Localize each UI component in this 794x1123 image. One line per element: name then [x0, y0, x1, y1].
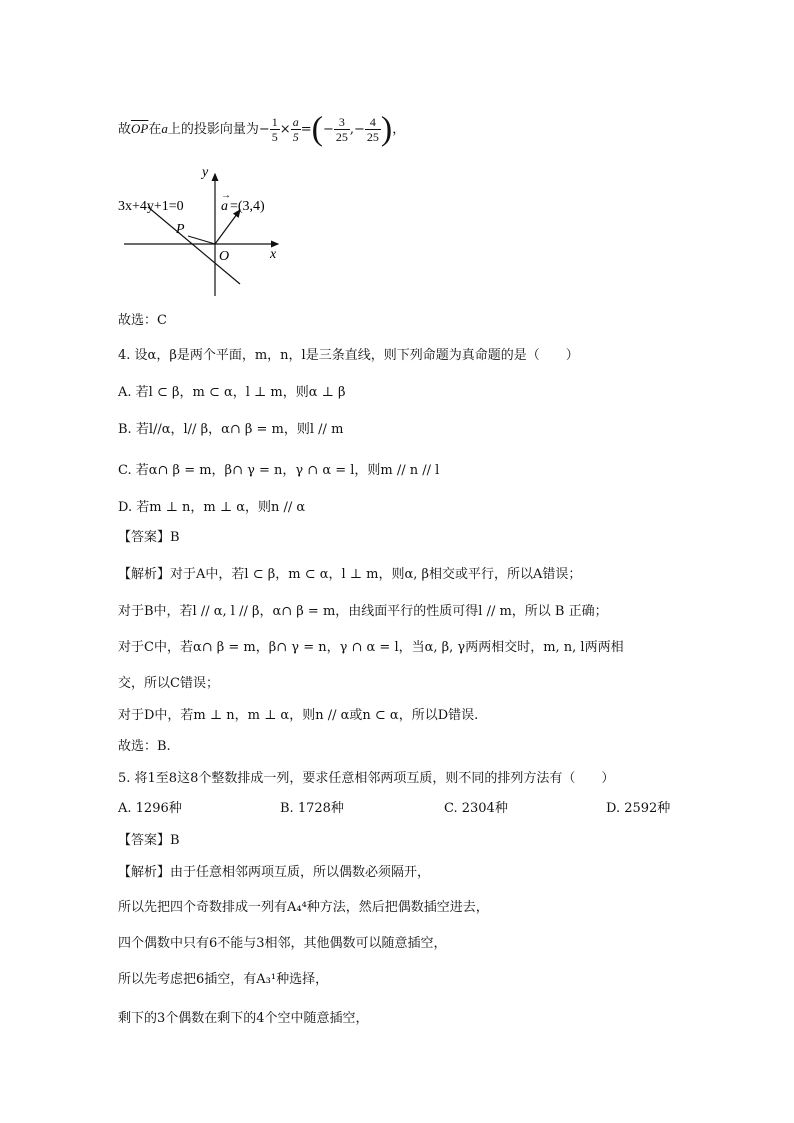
- q5-exp4: 所以先考虑把6插空，有A₃¹种选择，: [118, 972, 329, 987]
- q4-exp3b: 交，所以C错误；: [118, 676, 219, 691]
- q4-exp1: 【解析】对于A中，若l ⊂ β，m ⊂ α，l ⊥ m，则α, β相交或平行，所以A错误；: [118, 567, 582, 582]
- minus-sign-2: −: [322, 122, 334, 137]
- right-paren: ): [380, 110, 393, 148]
- q5-exp1: 【解析】由于任意相邻两项互质，所以偶数必须隔开，: [118, 865, 431, 880]
- p-label: P: [176, 222, 185, 237]
- q5-stem: 5. 将1至8这8个整数排成一列，要求任意相邻两项互质，则不同的排列方法有（ ）: [118, 771, 615, 786]
- segment-op: [188, 236, 215, 244]
- q4-exp2: 对于B中，若l // α, l // β，α∩ β = m，由线面平行的性质可得l // m，所以 B 正确；: [118, 604, 608, 619]
- q4-option-c: C. 若α∩ β = m，β∩ γ = n，γ ∩ α = l，则m // n // l: [118, 463, 440, 478]
- q5-option-c: C. 2304种: [444, 801, 508, 816]
- fraction-4-25: $\frac{4}{25}$: [366, 115, 379, 144]
- vector-arrow-mark: →: [221, 190, 231, 201]
- vector-a: a: [161, 121, 168, 136]
- y-label: y: [202, 165, 209, 180]
- coordinate-diagram: [110, 160, 310, 305]
- answer-q3: 故选：C: [118, 313, 167, 328]
- q4-option-d: D. 若m ⊥ n，m ⊥ α，则n // α: [118, 500, 306, 515]
- q4-answer: 【答案】B: [118, 530, 180, 545]
- q5-exp5: 剩下的3个偶数在剩下的4个空中随意插空，: [118, 1011, 369, 1026]
- vector-a-arrow: [215, 210, 240, 244]
- q4-option-b: B. 若l//α，l// β，α∩ β = m，则l // m: [118, 422, 344, 437]
- q4-option-a: A. 若l ⊂ β，m ⊂ α，l ⊥ m，则α ⊥ β: [118, 385, 346, 400]
- minus-sign: −: [258, 122, 270, 137]
- q5-exp3: 四个偶数中只有6不能与3相邻，其他偶数可以随意插空，: [118, 936, 447, 951]
- equals-sign: =: [300, 122, 312, 137]
- proj-mid: 在: [148, 122, 162, 137]
- q5-options: [118, 800, 678, 818]
- times-sign: ×: [279, 122, 291, 137]
- q5-option-a: A. 1296种: [118, 801, 182, 816]
- projection-line: [118, 112, 405, 147]
- line-equation: 3x+4y+1=0: [118, 199, 184, 214]
- q4-exp3: 对于C中，若α∩ β = m，β∩ γ = n，γ ∩ α = l，当α, β, γ两两相交时，m, n, l两两相: [118, 640, 624, 655]
- q4-exp4: 对于D中，若m ⊥ n，m ⊥ α，则n // α或n ⊂ α，所以D错误.: [118, 708, 479, 723]
- vector-value: =(3,4): [230, 199, 265, 214]
- q4-final: 故选：B.: [118, 739, 171, 754]
- x-label: x: [270, 247, 277, 262]
- q4-stem: 4. 设α，β是两个平面，m，n，l是三条直线，则下列命题为真命题的是（ ）: [118, 348, 579, 363]
- proj-suffix: 上的投影向量为: [167, 122, 259, 137]
- line-3x4y1: [148, 207, 240, 284]
- vector-op: $\overline{OP}$: [131, 121, 149, 136]
- left-paren: (: [311, 110, 323, 148]
- fraction-a-5: $\frac{a}{5}$: [292, 115, 299, 144]
- q5-option-d: D. 2592种: [606, 801, 671, 816]
- q5-exp2: 所以先把四个奇数排成一列有A₄⁴种方法，然后把偶数插空进去，: [118, 900, 489, 915]
- fraction-1-5: $\frac{1}{5}$: [271, 115, 278, 144]
- origin-label: O: [219, 249, 230, 264]
- proj-prefix: 故: [118, 122, 132, 137]
- q5-answer: 【答案】B: [118, 833, 180, 848]
- proj-end: ，: [392, 122, 406, 137]
- comma-minus: ,−: [349, 122, 365, 137]
- vector-a-label: a: [221, 199, 228, 214]
- q5-option-b: B. 1728种: [280, 801, 344, 816]
- fraction-3-25: $\frac{3}{25}$: [335, 115, 348, 144]
